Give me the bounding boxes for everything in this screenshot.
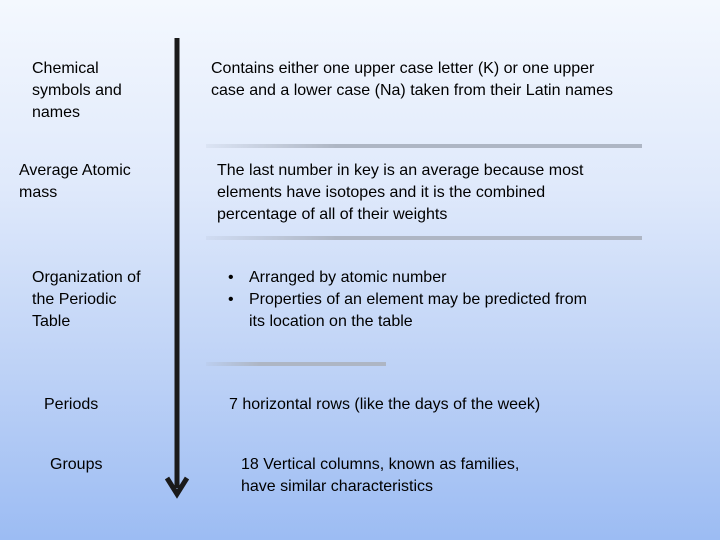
divider-2 — [206, 236, 642, 240]
definition-average-atomic-mass — [217, 160, 583, 226]
term-line: Groups — [50, 456, 103, 473]
term-groups — [50, 454, 102, 476]
term-organization — [32, 267, 141, 333]
term-line: Table — [32, 313, 71, 330]
term-line: Average Atomic — [19, 162, 131, 179]
bullet-marker: • — [228, 291, 234, 308]
list-item-line: Properties of an element may be predicted from — [249, 291, 587, 308]
definition-line: case and a lower case (Na) taken from their Latin names — [211, 82, 613, 99]
term-line: the Periodic — [32, 291, 117, 308]
term-line: names — [32, 104, 81, 121]
list-item-line: Arranged by atomic number — [249, 269, 447, 286]
term-chemical-symbols — [32, 58, 122, 124]
bullet-marker: • — [228, 269, 234, 286]
definition-line: Contains either one upper case letter (K) or one upper — [211, 60, 595, 77]
divider-3 — [206, 362, 386, 366]
list-item — [225, 267, 587, 289]
term-line: Periods — [44, 396, 99, 413]
term-line: symbols and — [32, 82, 122, 99]
list-item-line: its location on the table — [249, 313, 413, 330]
definition-organization-list — [225, 267, 587, 333]
definition-line: The last number in key is an average because most — [217, 162, 584, 179]
definition-line: 7 horizontal rows (like the days of the week) — [229, 396, 541, 413]
term-periods — [44, 394, 98, 416]
definition-groups — [241, 454, 519, 498]
definition-periods — [229, 394, 540, 416]
definition-chemical-symbols — [211, 58, 613, 102]
list-item — [225, 289, 587, 333]
term-average-atomic-mass — [19, 160, 131, 204]
term-line: Organization of — [32, 269, 141, 286]
definition-line: 18 Vertical columns, known as families, — [241, 456, 520, 473]
definition-line: elements have isotopes and it is the combined — [217, 184, 546, 201]
divider-1 — [206, 144, 642, 148]
definition-line: percentage of all of their weights — [217, 206, 448, 223]
term-line: mass — [19, 184, 58, 201]
definition-line: have similar characteristics — [241, 478, 434, 495]
term-line: Chemical — [32, 60, 99, 77]
